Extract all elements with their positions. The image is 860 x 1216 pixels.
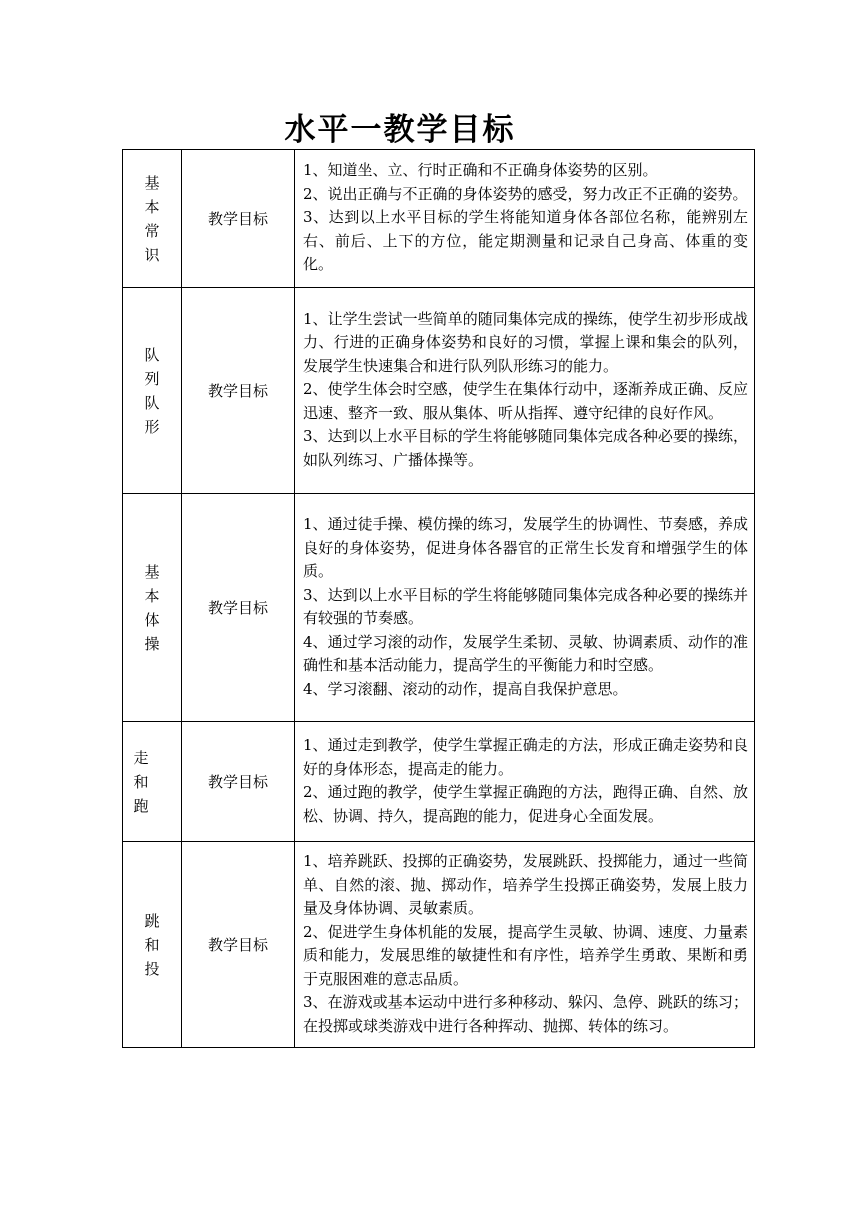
- goal-item: 1、通过徒手操、模仿操的练习，发展学生的协调性、节奏感，养成良好的身体姿势，促进身体各器官的正常生长发育和增强学生的体质。: [303, 515, 748, 580]
- goal-item: 4、学习滚翻、滚动的动作，提高自我保护意思。: [303, 679, 628, 698]
- table-row: [123, 842, 755, 1048]
- category-cell: [123, 288, 182, 494]
- goal-item: 1、知道坐、立、行时正确和不正确身体姿势的区别。: [303, 161, 658, 180]
- category-cell: [123, 494, 182, 722]
- goal-item: 2、使学生体会时空感，使学生在集体行动中，逐渐养成正确、反应迅速、整齐一致、服从集体、听从指挥、遵守纪律的良好作风。: [303, 380, 748, 422]
- goal-item: 1、培养跳跃、投掷的正确姿势，发展跳跃、投掷能力，通过一些简单、自然的滚、抛、掷动作，培养学生投掷正确姿势，发展上肢力量及身体协调、灵敏素质。: [303, 852, 748, 917]
- goal-item: 1、让学生尝试一些简单的随同集体完成的操练，使学生初步形成战力、行进的正确身体姿势和良好的习惯，掌握上课和集会的队列，发展学生快速集合和进行队列队形练习的能力。: [303, 309, 748, 375]
- table-row: [123, 722, 755, 842]
- category-label: 基本常识: [144, 173, 160, 264]
- content-cell: [295, 494, 755, 722]
- teaching-goals-table: [122, 149, 755, 1048]
- goal-label-cell: [182, 288, 295, 494]
- goal-label: 教学目标: [207, 382, 268, 400]
- category-label: 跳和投: [144, 911, 160, 978]
- table-row: [123, 150, 755, 288]
- goal-label: 教学目标: [207, 210, 268, 228]
- category-label: 队列队形: [144, 345, 160, 436]
- category-cell: [123, 722, 182, 842]
- table-row: [123, 288, 755, 494]
- goal-item: 3、达到以上水平目标的学生将能够随同集体完成各种必要的操练并有较强的节奏感。: [303, 585, 748, 627]
- category-label: 走和跑: [133, 748, 149, 815]
- goal-label-cell: [182, 150, 295, 288]
- content-cell: [295, 722, 755, 842]
- content-cell: [295, 288, 755, 494]
- goal-item: 2、促进学生身体机能的发展，提高学生灵敏、协调、速度、力量素质和能力，发展思维的敏捷性和有序性，培养学生勇敢、果断和勇于克服困难的意志品质。: [303, 922, 748, 988]
- category-cell: [123, 842, 182, 1048]
- table-row: [123, 494, 755, 722]
- goal-item: 1、通过走到教学，使学生掌握正确走的方法，形成正确走姿势和良好的身体形态，提高走的能力。: [303, 736, 748, 778]
- goal-item: 4、通过学习滚的动作，发展学生柔韧、灵敏、协调素质、动作的准确性和基本活动能力，提高学生的平衡能力和时空感。: [303, 632, 748, 674]
- goal-item: 2、说出正确与不正确的身体姿势的感受，努力改正不正确的姿势。: [303, 184, 748, 203]
- goal-item: 3、达到以上水平目标的学生将能够随同集体完成各种必要的操练，如队列练习、广播体操等。: [303, 427, 748, 469]
- goal-label: 教学目标: [207, 599, 268, 617]
- goal-item: 2、通过跑的教学，使学生掌握正确跑的方法，跑得正确、自然、放松、协调、持久，提高跑的能力，促进身心全面发展。: [303, 783, 748, 825]
- page-title: 水平一教学目标: [284, 112, 516, 148]
- goal-item: 3、达到以上水平目标的学生将能知道身体各部位名称，能辨别左右、前后、上下的方位，能定期测量和记录自己身高、体重的变化。: [303, 208, 748, 274]
- content-cell: [295, 150, 755, 288]
- goal-label-cell: [182, 842, 295, 1048]
- goal-label: 教学目标: [207, 936, 268, 954]
- goal-label-cell: [182, 722, 295, 842]
- content-cell: [295, 842, 755, 1048]
- goal-label: 教学目标: [207, 773, 268, 791]
- goal-item: 3、在游戏或基本运动中进行多种移动、躲闪、急停、跳跃的练习；在投掷或球类游戏中进行各种挥动、抛掷、转体的练习。: [303, 993, 748, 1035]
- goal-label-cell: [182, 494, 295, 722]
- category-cell: [123, 150, 182, 288]
- category-label: 基本体操: [144, 562, 160, 653]
